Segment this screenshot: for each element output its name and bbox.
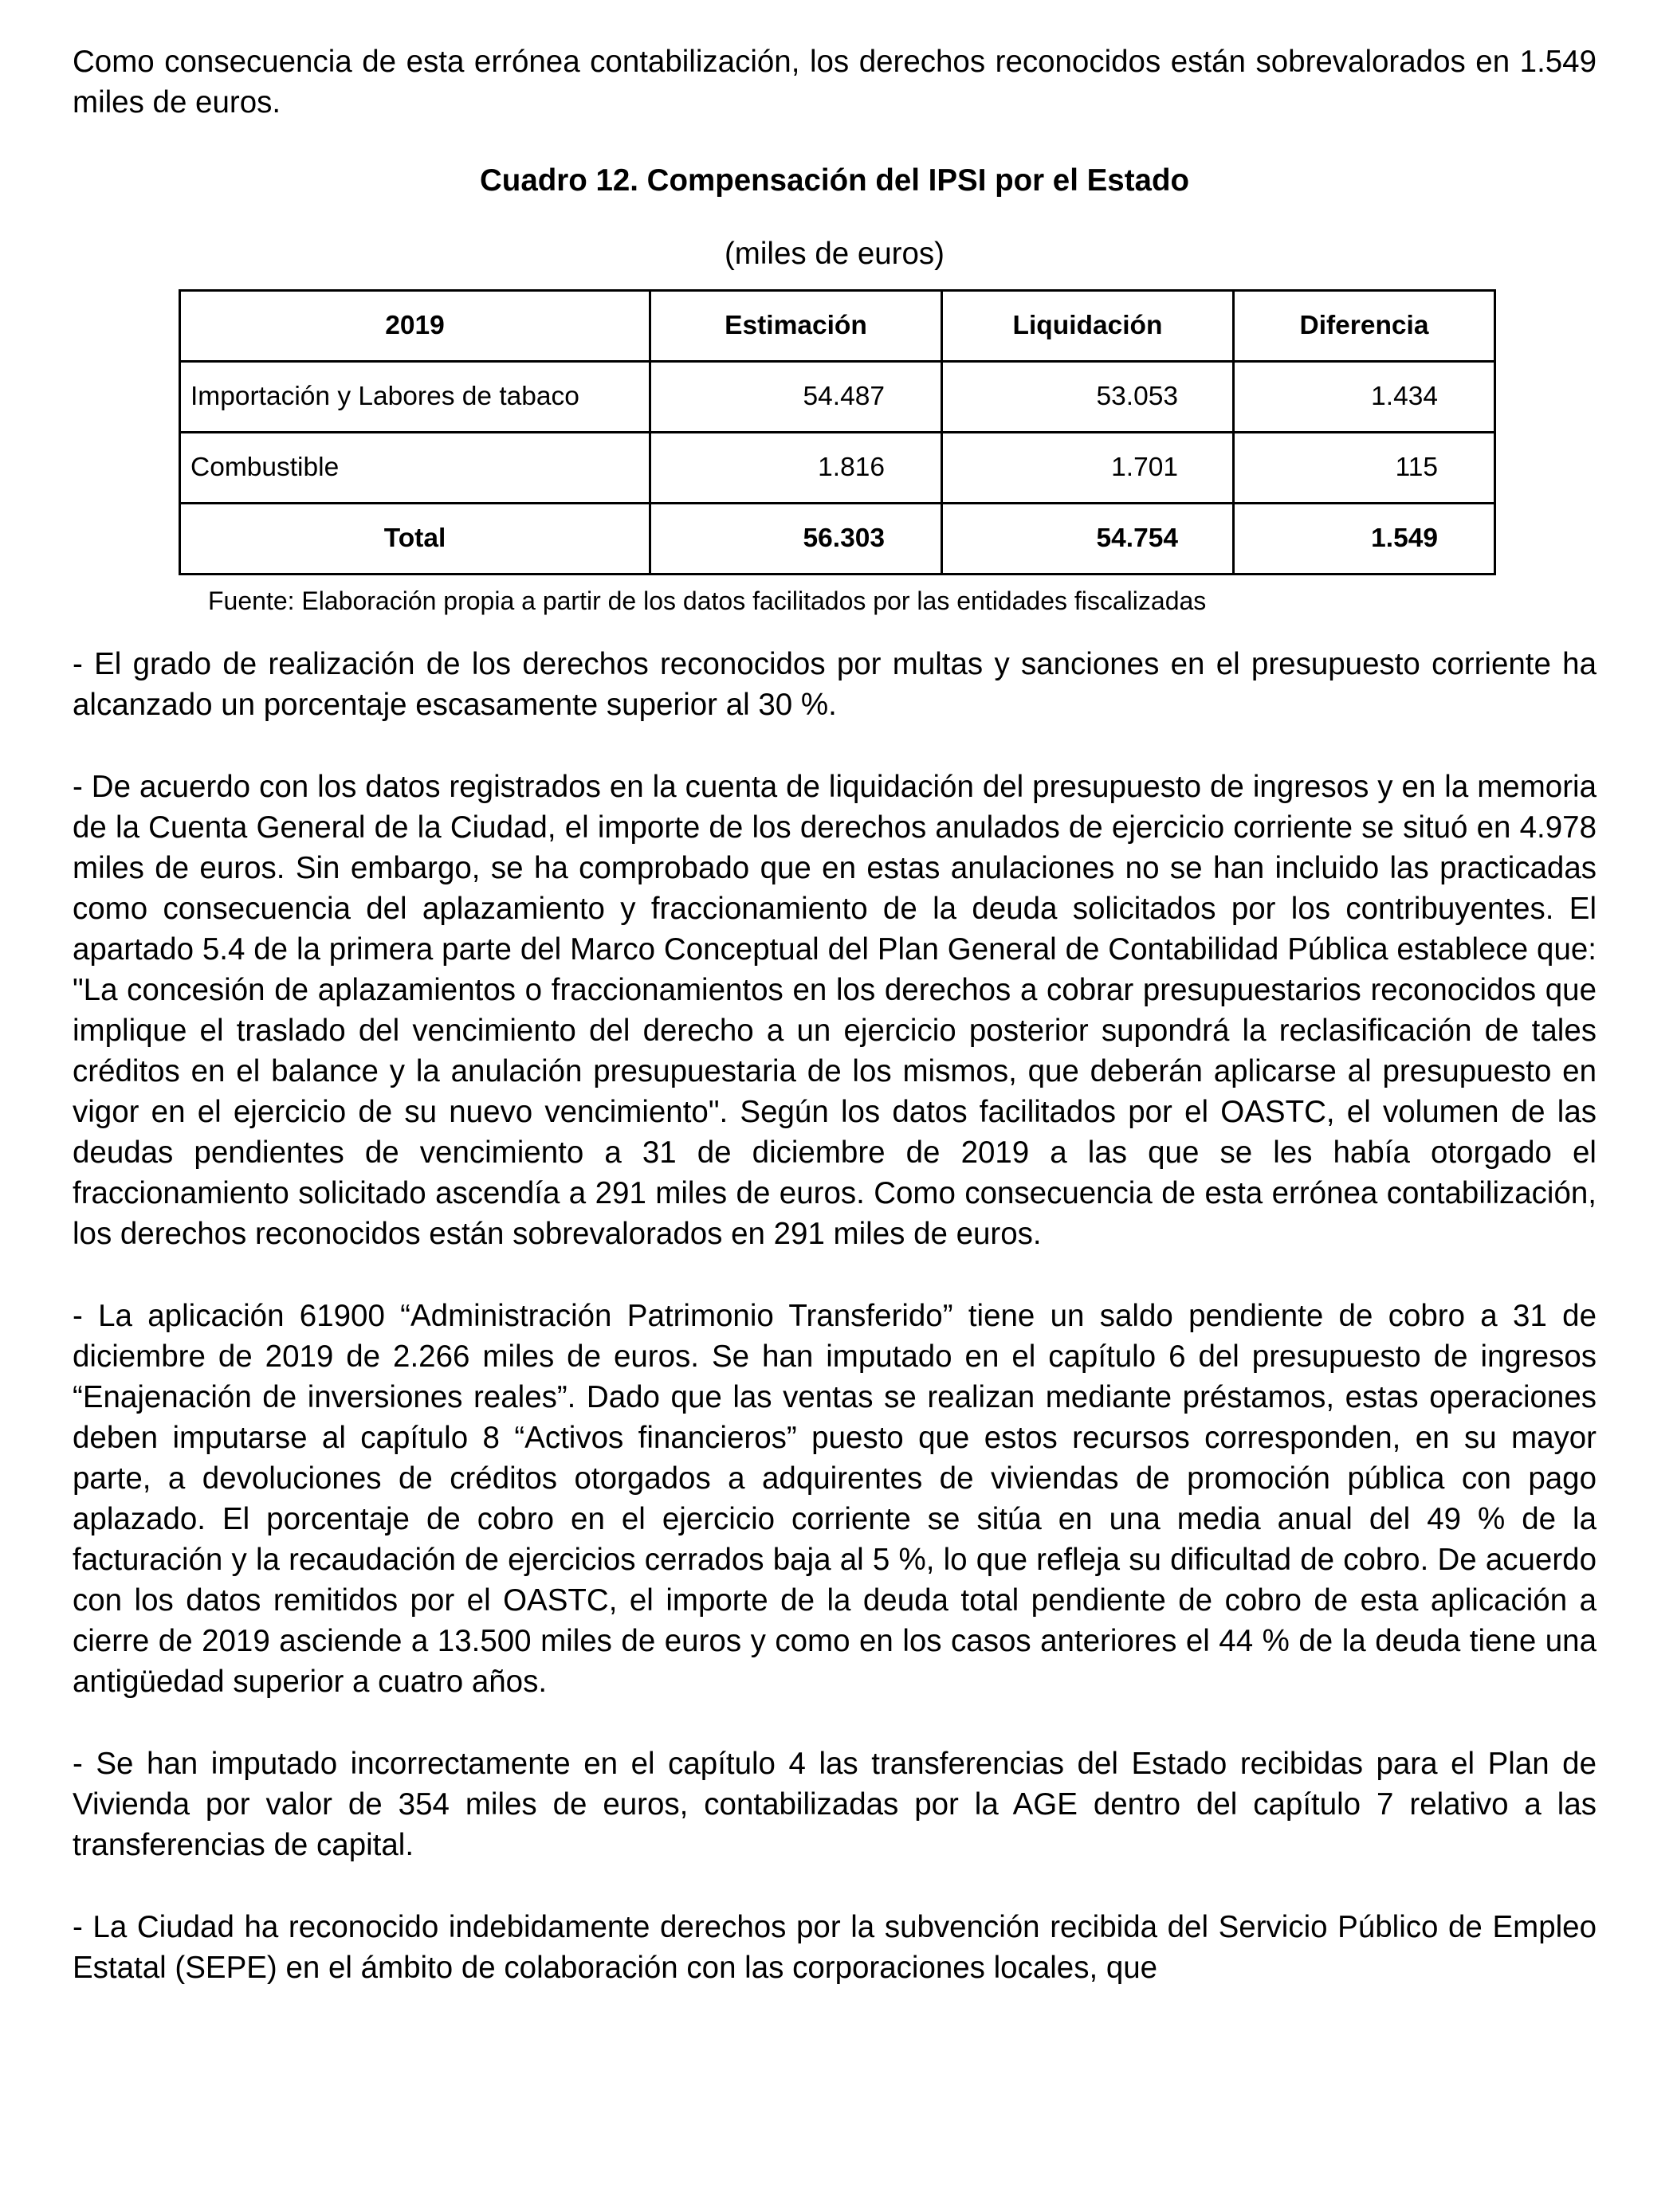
table-row	[180, 433, 1495, 504]
row-label: Combustible	[180, 433, 650, 504]
intro-paragraph: Como consecuencia de esta errónea contabilización, los derechos reconocidos están sobrevalorados en 1.549 miles de euros.	[73, 45, 1596, 120]
row-label: Importación y Labores de tabaco	[180, 362, 650, 433]
paragraph-multas: - El grado de realización de los derechos reconocidos por multas y sanciones en el presupuesto corriente ha alcanzado un porcentaje escasamente superior al 30 %.	[73, 647, 1596, 722]
header-liquidacion: Liquidación	[942, 291, 1234, 362]
header-diferencia: Diferencia	[1234, 291, 1495, 362]
ipsi-compensation-table	[179, 289, 1496, 575]
total-liquidacion: 54.754	[942, 504, 1234, 575]
table-units: (miles de euros)	[724, 237, 945, 271]
cell-liquidacion: 1.701	[942, 433, 1234, 504]
header-year: 2019	[180, 291, 650, 362]
paragraph-sepe: - La Ciudad ha reconocido indebidamente derechos por la subvención recibida del Servicio Público de Empleo Estatal (SEPE) en el ámbito de colaboración con las corporaciones locales, que	[73, 1910, 1596, 1985]
table-row	[180, 362, 1495, 433]
total-label: Total	[180, 504, 650, 575]
paragraph-aplicacion-61900: - La aplicación 61900 “Administración Patrimonio Transferido” tiene un saldo pendiente de cobro a 31 de diciembre de 2019 de 2.266 miles de euros. Se han imputado en el capítulo 6 del presupuesto de ingresos “Enajenación de inversiones reales”. Dado que las ventas se realizan mediante préstamos, estas operaciones deben imputarse al capítulo 8 “Activos financieros” puesto que estos recursos corresponden, en su mayor parte, a devoluciones de créditos otorgados a adquirentes de viviendas de promoción pública con pago aplazado. El porcentaje de cobro en el ejercicio corriente se sitúa en una media anual del 49 % de la facturación y la recaudación de ejercicios cerrados baja al 5 %, lo que refleja su dificultad de cobro. De acuerdo con los datos remitidos por el OASTC, el importe de la deuda total pendiente de cobro de esta aplicación a cierre de 2019 asciende a 13.500 miles de euros y como en los casos anteriores el 44 % de la deuda tiene una antigüedad superior a cuatro años.	[73, 1299, 1596, 1699]
cell-diferencia: 1.434	[1234, 362, 1495, 433]
table-header-row	[180, 291, 1495, 362]
document-page	[73, 41, 1596, 1988]
paragraph-plan-vivienda: - Se han imputado incorrectamente en el capítulo 4 las transferencias del Estado recibidas para el Plan de Vivienda por valor de 354 miles de euros, contabilizadas por la AGE dentro del capítulo 7 relativo a las transferencias de capital.	[73, 1747, 1596, 1862]
header-estimacion: Estimación	[650, 291, 942, 362]
table-source-note: Fuente: Elaboración propia a partir de los datos facilitados por las entidades fiscalizadas	[208, 586, 1207, 615]
cell-estimacion: 54.487	[650, 362, 942, 433]
table-title: Cuadro 12. Compensación del IPSI por el Estado	[480, 163, 1189, 198]
cell-estimacion: 1.816	[650, 433, 942, 504]
paragraph-anulaciones: - De acuerdo con los datos registrados en la cuenta de liquidación del presupuesto de ingresos y en la memoria de la Cuenta General de la Ciudad, el importe de los derechos anulados de ejercicio corriente se situó en 4.978 miles de euros. Sin embargo, se ha comprobado que en estas anulaciones no se han incluido las practicadas como consecuencia del aplazamiento y fraccionamiento de la deuda solicitados por los contribuyentes. El apartado 5.4 de la primera parte del Marco Conceptual del Plan General de Contabilidad Pública establece que: "La concesión de aplazamientos o fraccionamientos en los derechos a cobrar presupuestarios reconocidos que implique el traslado del vencimiento del derecho a un ejercicio posterior supondrá la reclasificación de tales créditos en el balance y la anulación presupuestaria de los mismos, que deberán aplicarse al presupuesto en vigor en el ejercicio de su nuevo vencimiento". Según los datos facilitados por el OASTC, el volumen de las deudas pendientes de vencimiento a 31 de diciembre de 2019 a las que se les había otorgado el fraccionamiento solicitado ascendía a 291 miles de euros. Como consecuencia de esta errónea contabilización, los derechos reconocidos están sobrevalorados en 291 miles de euros.	[73, 770, 1596, 1251]
total-estimacion: 56.303	[650, 504, 942, 575]
table-total-row	[180, 504, 1495, 575]
cell-diferencia: 115	[1234, 433, 1495, 504]
cell-liquidacion: 53.053	[942, 362, 1234, 433]
total-diferencia: 1.549	[1234, 504, 1495, 575]
